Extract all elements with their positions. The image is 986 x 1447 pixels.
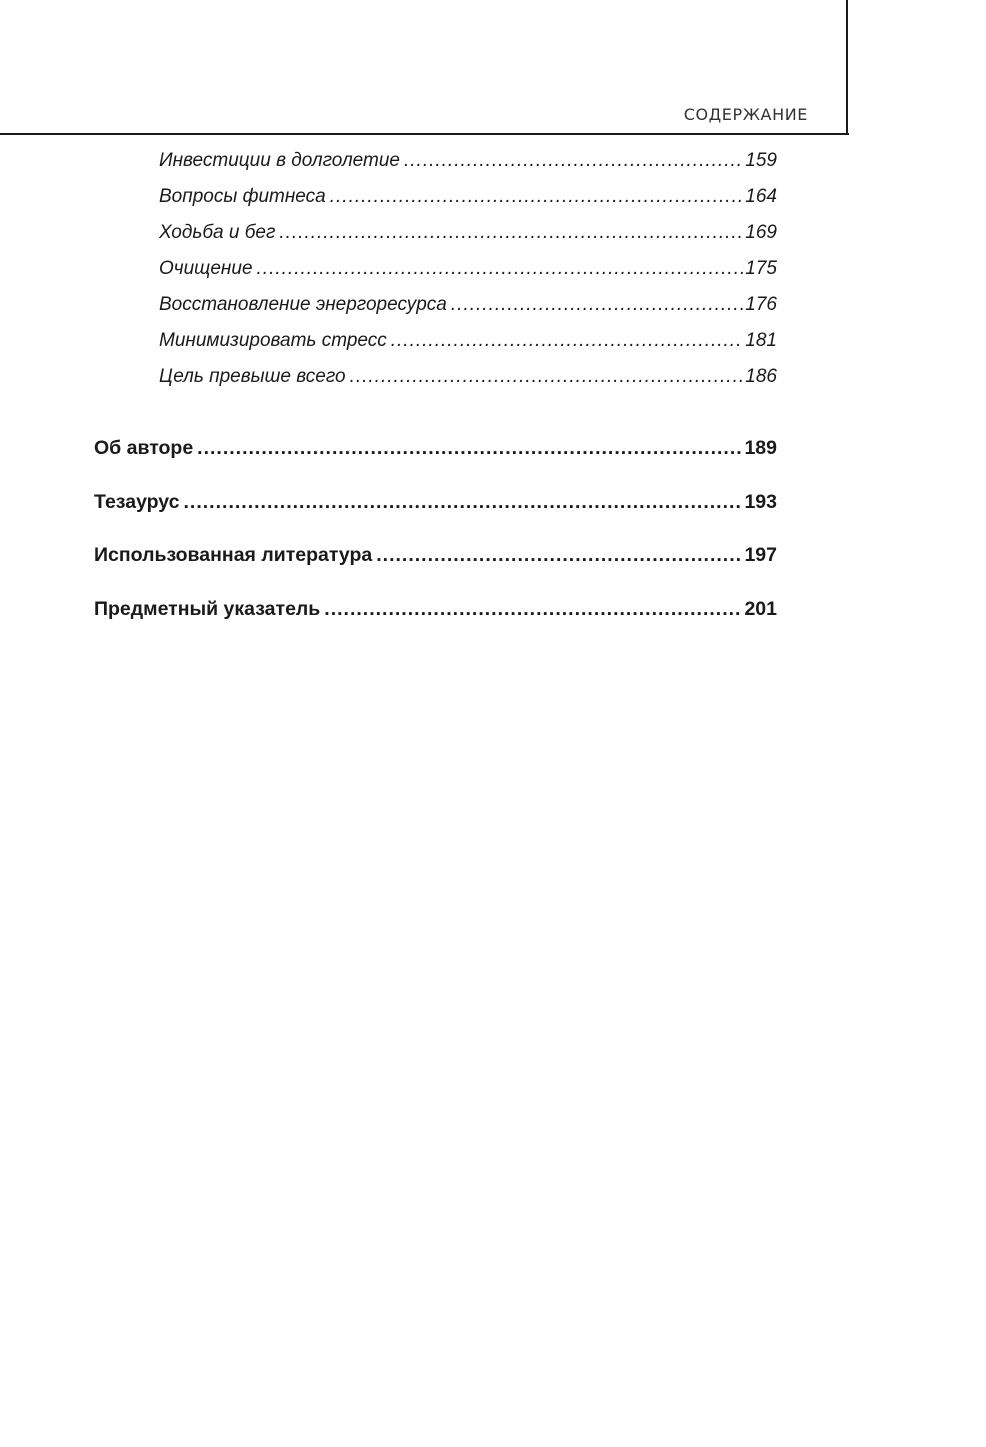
toc-entry[interactable] (159, 294, 777, 318)
toc-entry-page: 175 (745, 258, 777, 279)
toc-dot-leader (257, 258, 744, 280)
toc-entry-page: 201 (744, 598, 777, 620)
toc-entry-title: Цель превыше всего (159, 366, 346, 387)
toc-entry-page: 169 (745, 222, 777, 243)
toc-entry-page: 189 (744, 437, 777, 459)
toc-entry[interactable] (159, 186, 777, 210)
toc-chapter-entry[interactable] (94, 491, 777, 517)
toc-entry-page: 181 (745, 330, 777, 351)
toc-dot-leader (451, 294, 743, 316)
toc-dot-leader (324, 598, 742, 621)
toc-dot-leader (330, 186, 744, 208)
toc-entry[interactable] (159, 366, 777, 390)
toc-entry[interactable] (159, 150, 777, 174)
toc-entry-page: 176 (745, 294, 777, 315)
toc-dot-leader (350, 366, 744, 388)
toc-entry-page: 159 (745, 150, 777, 171)
toc-entry[interactable] (159, 258, 777, 282)
toc-entry-title: Восстановление энергоресурса (159, 294, 447, 315)
running-head: СОДЕРЖАНИЕ (683, 105, 808, 124)
toc-entry-title: Тезаурус (94, 491, 180, 513)
toc-entry-title: Минимизировать стресс (159, 330, 387, 351)
toc-dot-leader (404, 150, 743, 172)
toc-entry-title: Очищение (159, 258, 253, 279)
toc-dot-leader (391, 330, 744, 352)
toc-dot-leader (279, 222, 743, 244)
toc-entry-title: Инвестиции в долголетие (159, 150, 400, 171)
toc-dot-leader (184, 491, 743, 514)
toc-entry[interactable] (159, 330, 777, 354)
toc-chapter-entry[interactable] (94, 544, 777, 570)
toc-chapter-entry[interactable] (94, 598, 777, 624)
toc-entry-page: 197 (744, 544, 777, 566)
header-rule-horizontal (0, 133, 849, 135)
header-rule-vertical (846, 0, 848, 135)
toc-entry[interactable] (159, 222, 777, 246)
toc-entry-title: Предметный указатель (94, 598, 321, 620)
toc-chapter-entry[interactable] (94, 437, 777, 463)
toc-dot-leader (197, 437, 742, 460)
toc-dot-leader (376, 544, 742, 567)
toc-entry-title: Об авторе (94, 437, 194, 459)
toc-entry-page: 186 (745, 366, 777, 387)
toc-entry-title: Использованная литература (94, 544, 373, 566)
toc-entry-title: Ходьба и бег (159, 222, 276, 243)
toc-entry-page: 193 (744, 491, 777, 513)
toc-entry-page: 164 (745, 186, 777, 207)
toc-entry-title: Вопросы фитнеса (159, 186, 326, 207)
